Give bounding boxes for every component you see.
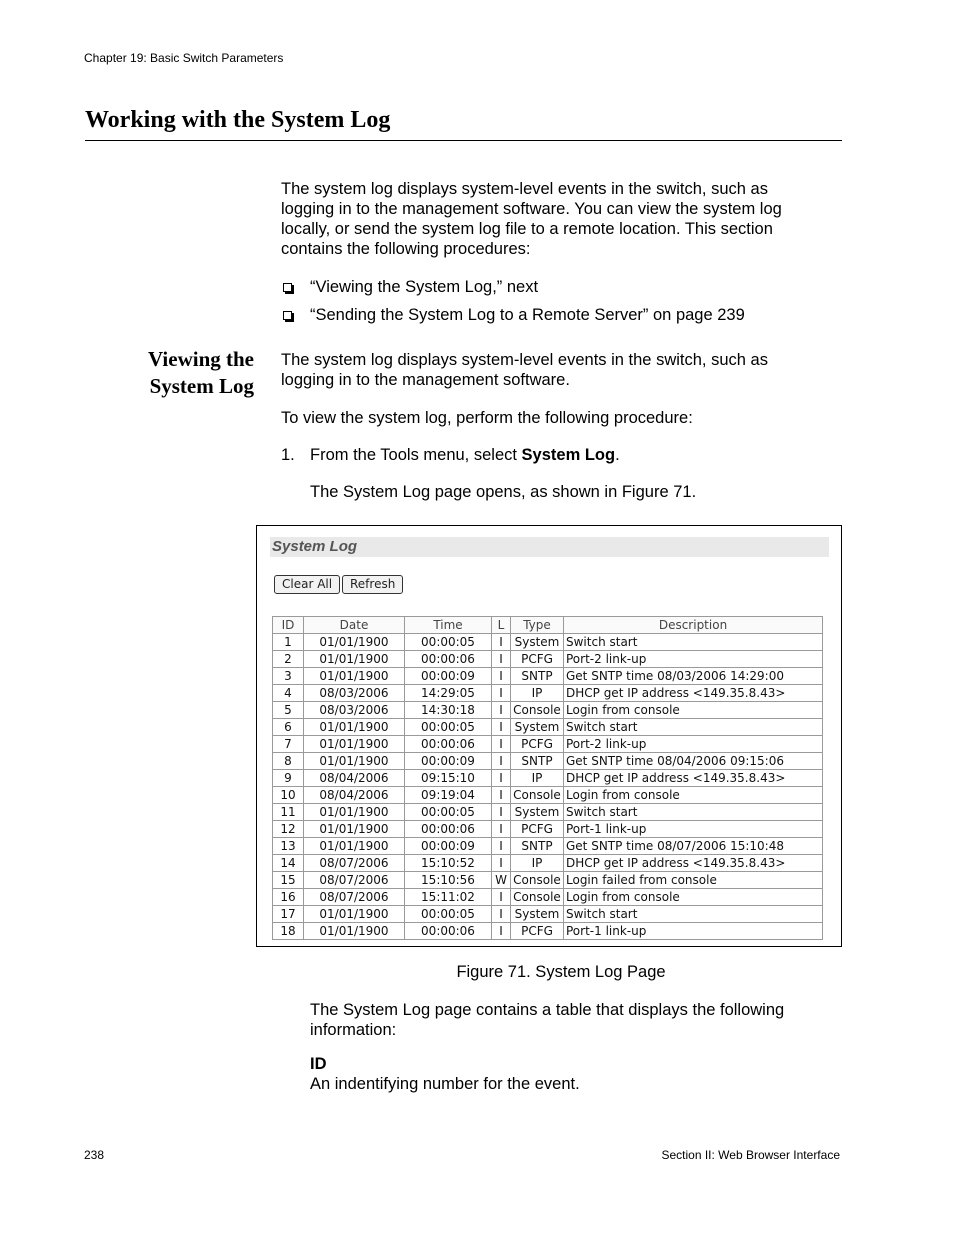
cell-id: 17 bbox=[273, 906, 304, 923]
cell-description: Get SNTP time 08/03/2006 14:29:00 bbox=[564, 668, 823, 685]
cell-level: I bbox=[492, 685, 511, 702]
cell-description: Switch start bbox=[564, 906, 823, 923]
cell-description: Get SNTP time 08/04/2006 09:15:06 bbox=[564, 753, 823, 770]
table-row bbox=[273, 872, 823, 889]
cell-date: 01/01/1900 bbox=[304, 651, 405, 668]
procedure-item-text: “Sending the System Log to a Remote Server” on page 239 bbox=[310, 306, 745, 324]
cell-date: 08/04/2006 bbox=[304, 770, 405, 787]
cell-description: Login from console bbox=[564, 787, 823, 804]
table-info-paragraph: The System Log page contains a table that displays the following information: bbox=[310, 1001, 785, 1039]
cell-time: 00:00:06 bbox=[405, 651, 492, 668]
table-row bbox=[273, 702, 823, 719]
step-bold-text: System Log bbox=[521, 446, 616, 464]
cell-level: I bbox=[492, 702, 511, 719]
cell-description: Switch start bbox=[564, 719, 823, 736]
clear-all-button[interactable]: Clear All bbox=[274, 575, 340, 594]
checkbox-bullet-icon bbox=[283, 311, 292, 320]
procedure-list bbox=[281, 277, 841, 333]
cell-date: 01/01/1900 bbox=[304, 719, 405, 736]
cell-time: 00:00:06 bbox=[405, 923, 492, 940]
cell-date: 01/01/1900 bbox=[304, 753, 405, 770]
cell-description: Port-1 link-up bbox=[564, 923, 823, 940]
cell-level: I bbox=[492, 923, 511, 940]
table-row bbox=[273, 838, 823, 855]
procedure-step bbox=[281, 445, 821, 465]
cell-id: 14 bbox=[273, 855, 304, 872]
cell-id: 13 bbox=[273, 838, 304, 855]
cell-type: IP bbox=[511, 855, 564, 872]
cell-level: I bbox=[492, 668, 511, 685]
cell-level: I bbox=[492, 821, 511, 838]
cell-id: 2 bbox=[273, 651, 304, 668]
cell-description: Login failed from console bbox=[564, 872, 823, 889]
cell-id: 11 bbox=[273, 804, 304, 821]
table-row bbox=[273, 855, 823, 872]
cell-id: 16 bbox=[273, 889, 304, 906]
cell-level: I bbox=[492, 651, 511, 668]
cell-description: Get SNTP time 08/07/2006 15:10:48 bbox=[564, 838, 823, 855]
cell-time: 00:00:09 bbox=[405, 838, 492, 855]
definition-text: An indentifying number for the event. bbox=[310, 1075, 580, 1093]
definition-term: ID bbox=[310, 1055, 327, 1073]
cell-time: 00:00:06 bbox=[405, 821, 492, 838]
cell-description: Switch start bbox=[564, 804, 823, 821]
cell-description: DHCP get IP address <149.35.8.43> bbox=[564, 685, 823, 702]
cell-date: 01/01/1900 bbox=[304, 821, 405, 838]
cell-time: 00:00:05 bbox=[405, 634, 492, 651]
cell-type: PCFG bbox=[511, 923, 564, 940]
table-row bbox=[273, 685, 823, 702]
step-number: 1. bbox=[281, 446, 295, 464]
section-heading bbox=[120, 346, 254, 400]
table-row bbox=[273, 770, 823, 787]
cell-level: I bbox=[492, 787, 511, 804]
cell-level: I bbox=[492, 770, 511, 787]
column-header-time: Time bbox=[405, 617, 492, 634]
cell-time: 15:11:02 bbox=[405, 889, 492, 906]
cell-description: Login from console bbox=[564, 702, 823, 719]
cell-id: 15 bbox=[273, 872, 304, 889]
system-log-table bbox=[272, 616, 823, 940]
cell-level: I bbox=[492, 634, 511, 651]
cell-type: System bbox=[511, 804, 564, 821]
step-text: From the Tools menu, select bbox=[310, 446, 522, 464]
cell-id: 3 bbox=[273, 668, 304, 685]
table-row bbox=[273, 736, 823, 753]
figure-caption: Figure 71. System Log Page bbox=[456, 963, 666, 981]
cell-type: Console bbox=[511, 702, 564, 719]
cell-level: I bbox=[492, 906, 511, 923]
cell-type: IP bbox=[511, 685, 564, 702]
cell-type: PCFG bbox=[511, 651, 564, 668]
table-row bbox=[273, 906, 823, 923]
cell-time: 14:30:18 bbox=[405, 702, 492, 719]
cell-level: I bbox=[492, 736, 511, 753]
intro-paragraph: The system log displays system-level events in the switch, such as logging in to the management software. You can view the system log locally, or send the system log file to a remote location. This section contains the following procedures: bbox=[281, 180, 782, 258]
cell-time: 09:19:04 bbox=[405, 787, 492, 804]
cell-type: PCFG bbox=[511, 821, 564, 838]
cell-type: SNTP bbox=[511, 753, 564, 770]
cell-description: Switch start bbox=[564, 634, 823, 651]
cell-id: 5 bbox=[273, 702, 304, 719]
cell-description: Port-1 link-up bbox=[564, 821, 823, 838]
cell-type: IP bbox=[511, 770, 564, 787]
title-rule bbox=[85, 140, 842, 141]
column-header-description: Description bbox=[564, 617, 823, 634]
procedure-item bbox=[281, 277, 841, 305]
table-row bbox=[273, 719, 823, 736]
cell-time: 15:10:52 bbox=[405, 855, 492, 872]
cell-time: 00:00:05 bbox=[405, 804, 492, 821]
table-row bbox=[273, 651, 823, 668]
section-heading-line1: Viewing the bbox=[148, 347, 254, 371]
cell-date: 01/01/1900 bbox=[304, 906, 405, 923]
table-row bbox=[273, 634, 823, 651]
table-row bbox=[273, 787, 823, 804]
cell-time: 00:00:05 bbox=[405, 719, 492, 736]
cell-time: 00:00:09 bbox=[405, 753, 492, 770]
cell-level: I bbox=[492, 838, 511, 855]
cell-description: Port-2 link-up bbox=[564, 651, 823, 668]
cell-date: 01/01/1900 bbox=[304, 804, 405, 821]
procedure-item bbox=[281, 305, 841, 333]
cell-type: Console bbox=[511, 872, 564, 889]
table-row bbox=[273, 753, 823, 770]
cell-id: 7 bbox=[273, 736, 304, 753]
cell-date: 08/07/2006 bbox=[304, 872, 405, 889]
cell-description: Port-2 link-up bbox=[564, 736, 823, 753]
system-log-screenshot bbox=[256, 525, 842, 947]
table-row bbox=[273, 821, 823, 838]
cell-id: 4 bbox=[273, 685, 304, 702]
cell-level: I bbox=[492, 855, 511, 872]
cell-date: 08/07/2006 bbox=[304, 855, 405, 872]
cell-type: SNTP bbox=[511, 668, 564, 685]
cell-type: System bbox=[511, 906, 564, 923]
step-end: . bbox=[615, 446, 620, 464]
column-header-id: ID bbox=[273, 617, 304, 634]
column-header-level: L bbox=[492, 617, 511, 634]
cell-date: 08/07/2006 bbox=[304, 889, 405, 906]
cell-id: 12 bbox=[273, 821, 304, 838]
column-header-date: Date bbox=[304, 617, 405, 634]
section-heading-line2: System Log bbox=[149, 374, 254, 398]
cell-type: PCFG bbox=[511, 736, 564, 753]
table-row bbox=[273, 923, 823, 940]
cell-id: 18 bbox=[273, 923, 304, 940]
refresh-button[interactable]: Refresh bbox=[342, 575, 403, 594]
app-title: System Log bbox=[270, 537, 829, 557]
cell-date: 08/03/2006 bbox=[304, 685, 405, 702]
table-header-row bbox=[273, 617, 823, 634]
procedure-item-text: “Viewing the System Log,” next bbox=[310, 278, 539, 296]
footer-section: Section II: Web Browser Interface bbox=[661, 1148, 840, 1162]
page-number: 238 bbox=[84, 1148, 105, 1162]
cell-time: 00:00:06 bbox=[405, 736, 492, 753]
cell-level: I bbox=[492, 753, 511, 770]
cell-id: 8 bbox=[273, 753, 304, 770]
page-title: Working with the System Log bbox=[85, 107, 391, 133]
cell-date: 01/01/1900 bbox=[304, 668, 405, 685]
cell-description: Login from console bbox=[564, 889, 823, 906]
cell-type: System bbox=[511, 634, 564, 651]
step-result: The System Log page opens, as shown in Figure 71. bbox=[310, 483, 697, 501]
cell-time: 00:00:05 bbox=[405, 906, 492, 923]
cell-type: Console bbox=[511, 787, 564, 804]
cell-time: 15:10:56 bbox=[405, 872, 492, 889]
table-row bbox=[273, 889, 823, 906]
cell-date: 01/01/1900 bbox=[304, 736, 405, 753]
cell-level: W bbox=[492, 872, 511, 889]
cell-id: 10 bbox=[273, 787, 304, 804]
cell-time: 00:00:09 bbox=[405, 668, 492, 685]
cell-date: 01/01/1900 bbox=[304, 838, 405, 855]
cell-description: DHCP get IP address <149.35.8.43> bbox=[564, 770, 823, 787]
section-paragraph-2: To view the system log, perform the following procedure: bbox=[281, 409, 693, 427]
cell-time: 09:15:10 bbox=[405, 770, 492, 787]
cell-id: 1 bbox=[273, 634, 304, 651]
checkbox-bullet-icon bbox=[283, 283, 292, 292]
cell-time: 14:29:05 bbox=[405, 685, 492, 702]
column-header-type: Type bbox=[511, 617, 564, 634]
cell-level: I bbox=[492, 719, 511, 736]
cell-type: System bbox=[511, 719, 564, 736]
cell-level: I bbox=[492, 804, 511, 821]
cell-date: 08/04/2006 bbox=[304, 787, 405, 804]
table-row bbox=[273, 668, 823, 685]
cell-id: 9 bbox=[273, 770, 304, 787]
section-paragraph-1: The system log displays system-level events in the switch, such as logging in to the management software. bbox=[281, 351, 768, 389]
running-header: Chapter 19: Basic Switch Parameters bbox=[84, 51, 284, 65]
cell-date: 08/03/2006 bbox=[304, 702, 405, 719]
cell-level: I bbox=[492, 889, 511, 906]
cell-id: 6 bbox=[273, 719, 304, 736]
cell-description: DHCP get IP address <149.35.8.43> bbox=[564, 855, 823, 872]
cell-date: 01/01/1900 bbox=[304, 923, 405, 940]
table-row bbox=[273, 804, 823, 821]
cell-type: SNTP bbox=[511, 838, 564, 855]
cell-type: Console bbox=[511, 889, 564, 906]
cell-date: 01/01/1900 bbox=[304, 634, 405, 651]
system-log-rows bbox=[273, 634, 823, 940]
